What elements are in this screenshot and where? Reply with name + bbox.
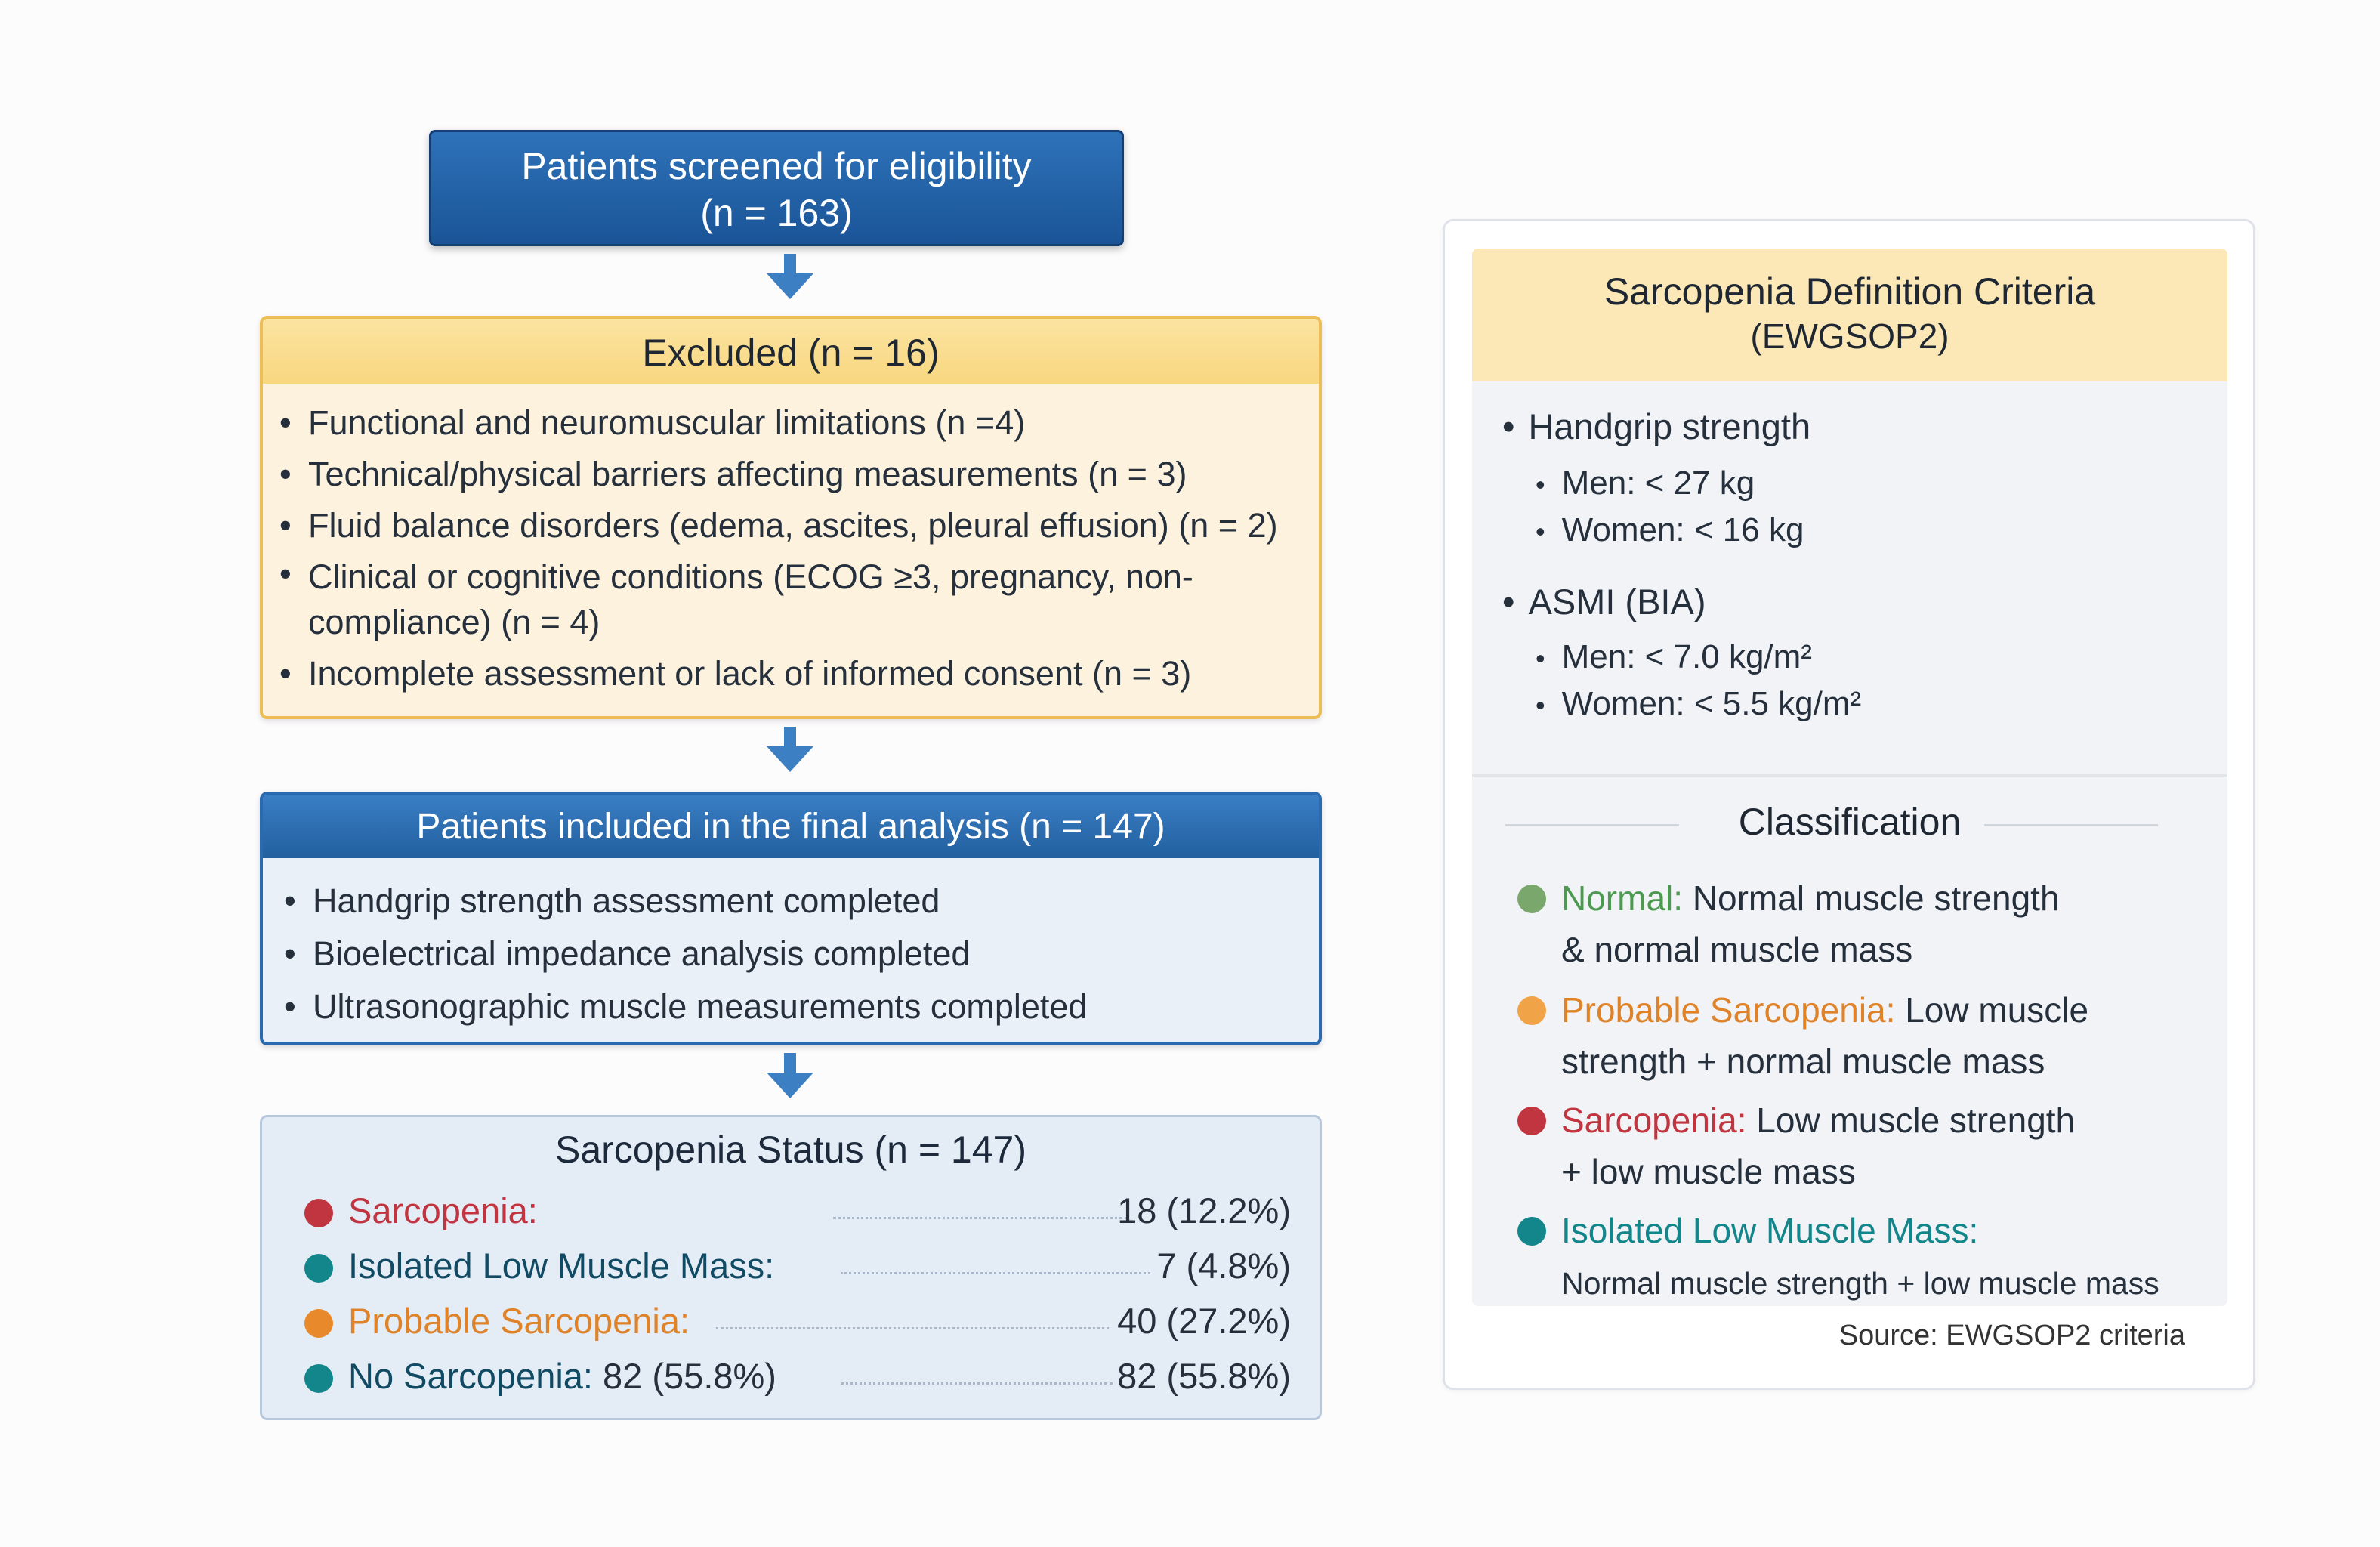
status-label: Probable Sarcopenia:	[348, 1301, 690, 1341]
handgrip-men: • Men: < 27 kg	[1536, 465, 1755, 502]
down-arrow-icon	[764, 254, 816, 302]
excluded-title: Excluded (n = 16)	[263, 319, 1319, 384]
excluded-list	[263, 397, 1319, 699]
asmi-heading: • ASMI (BIA)	[1502, 581, 1706, 622]
class-desc: + low muscle mass	[1561, 1152, 1856, 1191]
teal-dot-icon	[304, 1254, 333, 1283]
leader-line	[833, 1217, 1128, 1219]
list-item: • Clinical or cognitive conditions (ECOG ≥3, pregnancy, non-compliance) (n = 4)	[263, 551, 1319, 648]
status-value: 18 (12.2%)	[1117, 1190, 1291, 1230]
excluded-box	[260, 316, 1322, 719]
class-desc: & normal muscle mass	[1561, 930, 1913, 969]
leader-line	[716, 1327, 1109, 1329]
class-desc: Normal muscle strength	[1692, 878, 2060, 918]
screening-label: Patients screened for eligibility	[521, 145, 1032, 187]
list-item: • Ultrasonographic muscle measurements completed	[267, 980, 1323, 1033]
list-item: • Fluid balance disorders (edema, ascites, pleural effusion) (n = 2)	[263, 500, 1319, 551]
red-dot-icon	[1517, 1107, 1546, 1135]
status-title: Sarcopenia Status (n = 147)	[555, 1129, 1026, 1171]
class-name: Normal:	[1561, 878, 1684, 918]
handgrip-heading: • Handgrip strength	[1502, 406, 1810, 447]
teal-dot-icon	[304, 1364, 333, 1393]
status-value: 40 (27.2%)	[1117, 1301, 1291, 1341]
orange-dot-icon	[1517, 996, 1546, 1025]
divider	[1472, 774, 2227, 777]
teal-dot-icon	[1517, 1217, 1546, 1246]
no-sarcopenia-inline-value: 82 (55.8%)	[603, 1356, 776, 1396]
included-box	[260, 792, 1322, 1045]
orange-dot-icon	[304, 1309, 333, 1338]
green-dot-icon	[1517, 885, 1546, 913]
status-value: 7 (4.8%)	[1156, 1246, 1291, 1286]
list-item: • Functional and neuromuscular limitations (n =4)	[263, 397, 1319, 449]
status-label: Sarcopenia:	[348, 1190, 538, 1230]
down-arrow-icon	[764, 1053, 816, 1101]
classification-title: Classification	[1738, 801, 1962, 843]
screening-box	[429, 130, 1124, 246]
criteria-panel	[1443, 219, 2255, 1390]
class-name: Probable Sarcopenia:	[1561, 990, 1896, 1030]
class-name: Sarcopenia:	[1561, 1101, 1747, 1140]
down-arrow-icon	[764, 727, 816, 775]
included-title: Patients included in the final analysis (n = 147)	[263, 795, 1319, 858]
status-label	[348, 1355, 776, 1397]
status-row-sarcopenia	[304, 1185, 1291, 1241]
source-note: Source: EWGSOP2 criteria	[1838, 1320, 2185, 1351]
status-row-isolated-low-muscle-mass	[304, 1240, 1291, 1296]
criteria-title: Sarcopenia Definition Criteria	[1604, 270, 2096, 313]
list-item: • Technical/physical barriers affecting measurements (n = 3)	[263, 449, 1319, 500]
class-desc: strength + normal muscle mass	[1561, 1042, 2045, 1081]
class-name: Isolated Low Muscle Mass:	[1561, 1211, 1979, 1250]
class-desc: Low muscle strength	[1756, 1101, 2076, 1140]
class-desc: Low muscle	[1905, 990, 2089, 1030]
red-dot-icon	[304, 1199, 333, 1227]
status-row-probable-sarcopenia	[304, 1295, 1291, 1351]
status-label: Isolated Low Muscle Mass:	[348, 1246, 775, 1286]
criteria-header	[1472, 249, 2227, 381]
leader-line	[841, 1272, 1150, 1274]
status-row-no-sarcopenia	[304, 1351, 1291, 1407]
list-item: • Handgrip strength assessment completed	[267, 875, 1323, 928]
included-list	[267, 875, 1323, 1033]
status-value: 82 (55.8%)	[1117, 1356, 1291, 1396]
criteria-card	[1472, 249, 2227, 1306]
criteria-subtitle: (EWGSOP2)	[1750, 317, 1949, 356]
screening-count: (n = 163)	[700, 192, 853, 234]
sarcopenia-status-box	[260, 1115, 1322, 1420]
no-sarcopenia-label: No Sarcopenia:	[348, 1356, 593, 1396]
leader-line	[841, 1382, 1113, 1385]
list-item: • Bioelectrical impedance analysis completed	[267, 928, 1323, 980]
handgrip-women: • Women: < 16 kg	[1536, 511, 1804, 549]
class-desc: Normal muscle strength + low muscle mass	[1561, 1266, 2159, 1301]
list-item: • Incomplete assessment or lack of informed consent (n = 3)	[263, 648, 1319, 699]
asmi-women: • Women: < 5.5 kg/m²	[1536, 685, 1861, 723]
asmi-men: • Men: < 7.0 kg/m²	[1536, 638, 1812, 676]
